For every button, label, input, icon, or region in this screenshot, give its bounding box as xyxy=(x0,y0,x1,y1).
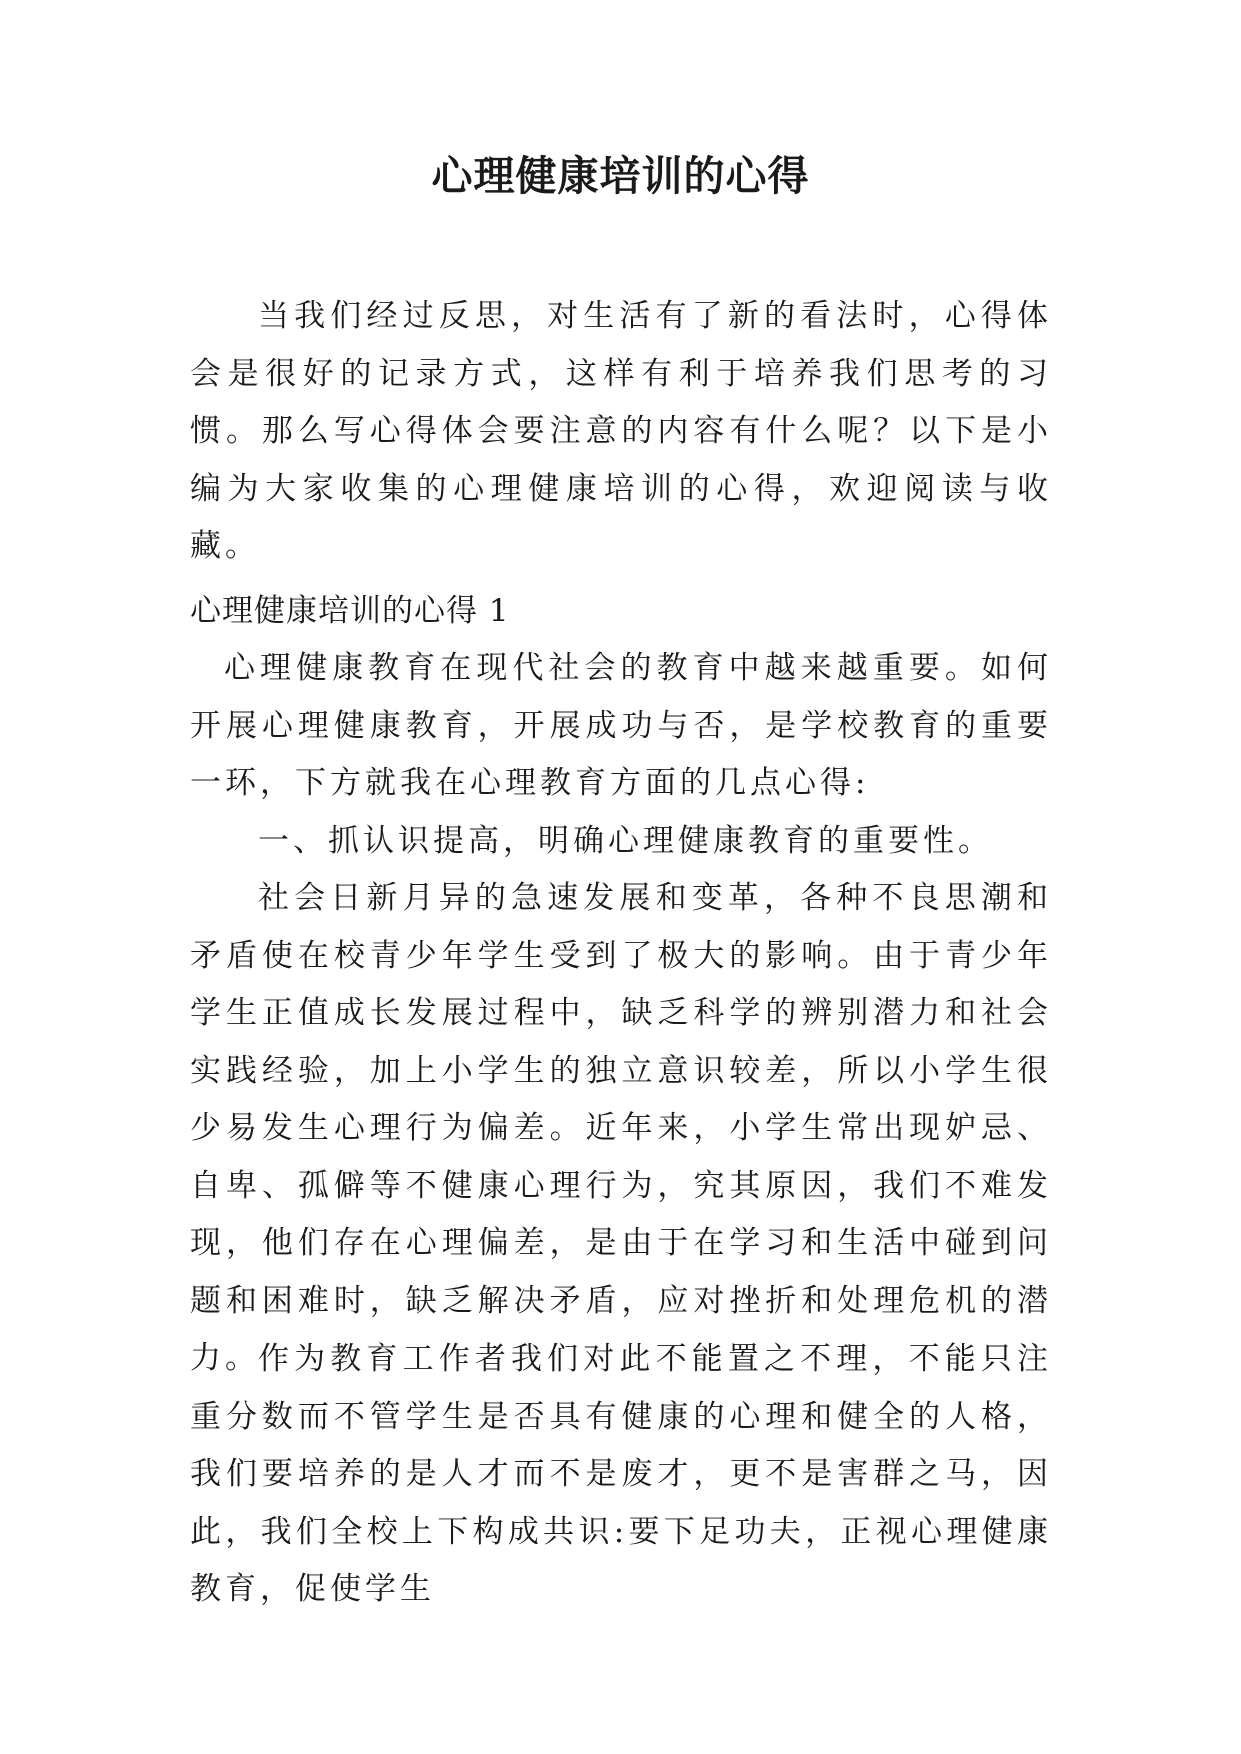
body-paragraph-1: 心理健康教育在现代社会的教育中越来越重要。如何开展心理健康教育，开展成功与否，是学校教育的重要一环，下方就我在心理教育方面的几点心得: xyxy=(190,650,1052,801)
document-title: 心理健康培训的心得 xyxy=(431,152,810,200)
body-paragraph-2: 一、抓认识提高，明确心理健康教育的重要性。 xyxy=(258,823,993,859)
intro-paragraph: 当我们经过反思，对生活有了新的看法时，心得体会是很好的记录方式，这样有利于培养我们思考的习惯。那么写心得体会要注意的内容有什么呢？以下是小编为大家收集的心理健康培训的心得，欢迎阅读与收藏。 xyxy=(190,298,1052,564)
body-paragraph-4: 作为教育工作者我们对此不能置之不理，不能只注重分数而不管学生是否具有健康的心理和健全的人格，我们要培养的是人才而不是废才，更不是害群之马，因此，我们全校上下构成共识:要下足功夫，正视心理健康教育，促使学生 xyxy=(190,1341,1052,1607)
body-paragraph-3: 社会日新月异的急速发展和变革，各种不良思潮和矛盾使在校青少年学生受到了极大的影响。由于青少年学生正值成长发展过程中，缺乏科学的辨别潜力和社会实践经验，加上小学生的独立意识较差，所以小学生很少易发生心理行为偏差。近年来，小学生常出现妒忌、自卑、孤僻等不健康心理行为，究其原因，我们不难发现，他们存在心理偏差，是由于在学习和生活中碰到问题和困难时，缺乏解决矛盾，应对挫折和处理危机的潜力。 xyxy=(190,880,1052,1376)
section-heading: 心理健康培训的心得 1 xyxy=(190,593,510,629)
